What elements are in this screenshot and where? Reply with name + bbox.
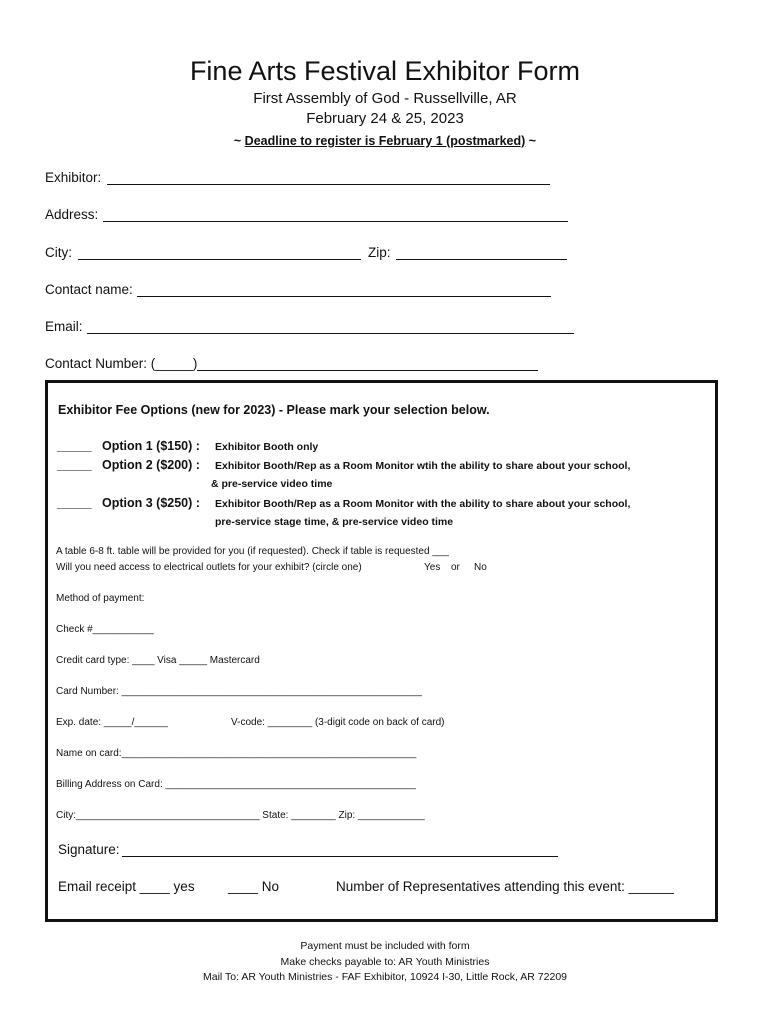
footer-payment-note: Payment must be included with form [300, 940, 470, 952]
zip-field[interactable] [396, 259, 567, 260]
option2-label: Option 2 ($200) : [102, 458, 200, 472]
option2-description: Exhibitor Booth/Rep as a Room Monitor wtih the ability to share about your school, [215, 460, 631, 472]
exhibitor-field[interactable] [107, 184, 550, 185]
organization-name: First Assembly of God - Russellville, AR [253, 90, 517, 107]
address-label: Address: [45, 207, 99, 222]
exhibitor-label: Exhibitor: [45, 170, 102, 185]
option3-checkbox[interactable]: _____ [57, 496, 92, 510]
zip-label: Zip: [368, 245, 391, 260]
option3-description: Exhibitor Booth/Rep as a Room Monitor with the ability to share about your school, [215, 498, 631, 510]
email-receipt-no[interactable]: ____ No [228, 879, 280, 894]
page-title: Fine Arts Festival Exhibitor Form [189, 56, 581, 86]
email-field[interactable] [87, 333, 574, 334]
electrical-no-option[interactable]: No [474, 562, 487, 573]
credit-card-type-field[interactable]: Credit card type: ____ Visa _____ Mastercard [56, 655, 260, 666]
footer-mailing-address: Mail To: AR Youth Ministries - FAF Exhibitor, 10924 I-30, Little Rock, AR 72209 [203, 971, 567, 983]
contact-number-label: Contact Number: (_____) [45, 356, 198, 371]
footer-checks-payable: Make checks payable to: AR Youth Ministries [280, 956, 490, 968]
contact-number-field[interactable] [197, 370, 538, 371]
contact-name-field[interactable] [137, 296, 551, 297]
contact-name-label: Contact name: [45, 282, 133, 297]
option1-checkbox[interactable]: _____ [57, 439, 92, 453]
email-receipt-yes[interactable]: Email receipt ____ yes [58, 879, 195, 894]
exp-date-field[interactable]: Exp. date: _____/______ [56, 717, 168, 728]
city-field[interactable] [78, 259, 361, 260]
vcode-field[interactable]: V-code: ________ (3-digit code on back of card) [231, 717, 445, 728]
billing-address-field[interactable]: Billing Address on Card: _____________________________________________ [56, 779, 416, 790]
table-request-note: A table 6-8 ft. table will be provided for you (if requested). Check if table is requested ___ [56, 546, 449, 557]
signature-field[interactable] [122, 856, 558, 857]
payment-method-label: Method of payment: [56, 593, 145, 604]
option3-description-cont: pre-service stage time, & pre-service video time [215, 516, 454, 528]
deadline-notice: ~ Deadline to register is February 1 (postmarked) ~ [233, 134, 537, 148]
deadline-text: Deadline to register is February 1 (postmarked) [244, 134, 526, 148]
email-label: Email: [45, 319, 83, 334]
electrical-question: Will you need access to electrical outlets for your exhibit? (circle one) [56, 562, 362, 573]
electrical-or: or [451, 562, 460, 573]
event-dates: February 24 & 25, 2023 [306, 110, 464, 127]
name-on-card-field[interactable]: Name on card:_____________________________________________________ [56, 748, 417, 759]
option3-label: Option 3 ($250) : [102, 496, 200, 510]
option2-description-cont: & pre-service video time [211, 478, 333, 490]
billing-city-state-zip-field[interactable]: City:_________________________________ State: ________ Zip: ____________ [56, 810, 425, 821]
representatives-count-field[interactable]: Number of Representatives attending this event: ______ [336, 879, 674, 894]
check-number-field[interactable]: Check #___________ [56, 624, 154, 635]
address-field[interactable] [103, 221, 568, 222]
option2-checkbox[interactable]: _____ [57, 458, 92, 472]
option1-label: Option 1 ($150) : [102, 439, 200, 453]
signature-label: Signature: [58, 842, 120, 857]
electrical-yes-option[interactable]: Yes [424, 562, 441, 573]
fee-heading: Exhibitor Fee Options (new for 2023) - Please mark your selection below. [58, 403, 490, 417]
card-number-field[interactable]: Card Number: ______________________________________________________ [56, 686, 422, 697]
city-label: City: [45, 245, 72, 260]
option1-description: Exhibitor Booth only [215, 441, 319, 453]
